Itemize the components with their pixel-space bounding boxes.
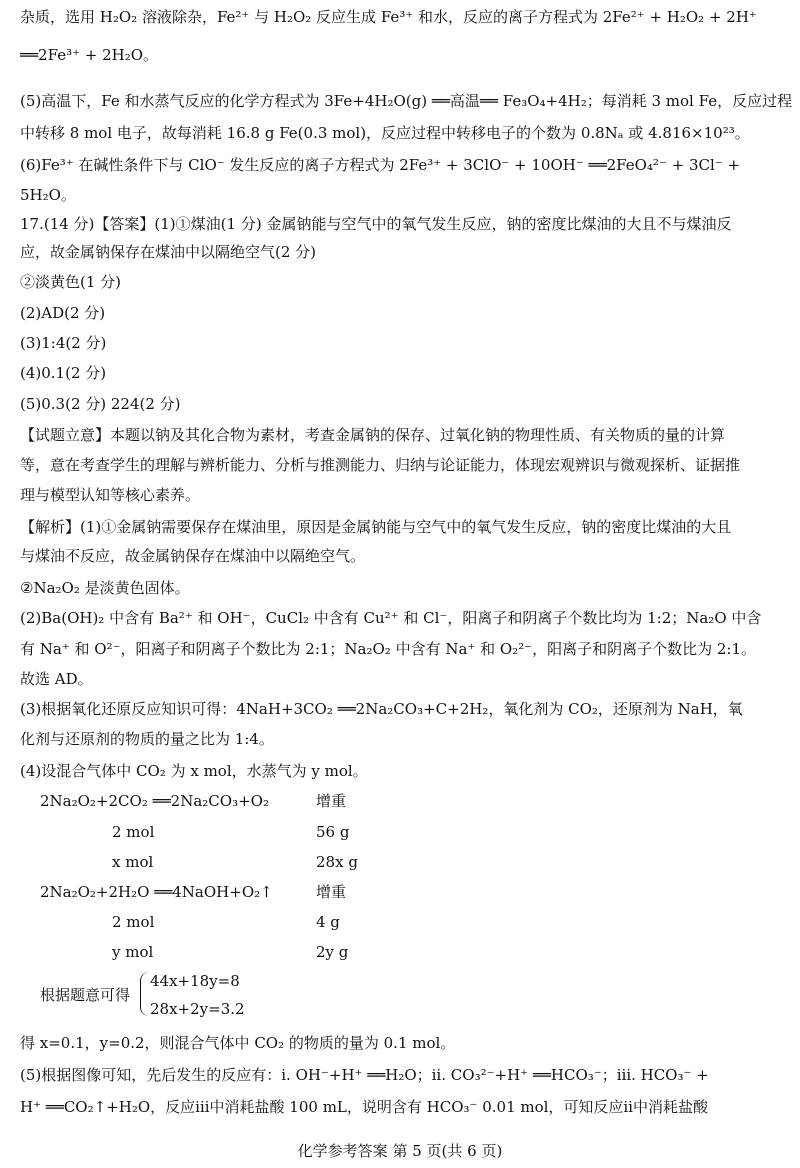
answer-item: (2)AD(2 分) xyxy=(20,304,106,322)
question-17-heading: 17.(14 分)【答案】(1)①煤油(1 分) 金属钠能与空气中的氧气发生反应，钠的密度比煤油的大且不与煤油反 xyxy=(20,215,732,233)
calc-value: x mol xyxy=(112,853,154,871)
calc-value: y mol xyxy=(112,943,154,961)
text-line: (5)高温下，Fe 和水蒸气反应的化学方程式为 3Fe+4H₂O(g) ══高温══ Fe₃O₄+4H₂；每消耗 3 mol Fe，反应过程 xyxy=(20,92,793,110)
equation-2: 2Na₂O₂+2H₂O ══4NaOH+O₂↑ xyxy=(40,883,273,901)
calc-value: 2 mol xyxy=(112,823,155,841)
page-footer: 化学参考答案 第 5 页(共 6 页) xyxy=(297,1142,503,1160)
text-line: 杂质，选用 H₂O₂ 溶液除杂，Fe²⁺ 与 H₂O₂ 反应生成 Fe³⁺ 和水，反应的离子方程式为 2Fe²⁺ + H₂O₂ + 2H⁺ xyxy=(20,8,757,26)
text-line: (6)Fe³⁺ 在碱性条件下与 ClO⁻ 发生反应的离子方程式为 2Fe³⁺ + 3ClO⁻ + 10OH⁻ ══2FeO₄²⁻ + 3Cl⁻ + xyxy=(20,156,741,174)
text-line: 得 x=0.1，y=0.2，则混合气体中 CO₂ 的物质的量为 0.1 mol。 xyxy=(20,1034,456,1052)
analysis-heading: 【解析】(1)①金属钠需要保存在煤油里，原因是金属钠能与空气中的氧气发生反应，钠的密度比煤油的大且 xyxy=(20,518,732,536)
calc-value: 2 mol xyxy=(112,913,155,931)
text-line: 应，故金属钠保存在煤油中以隔绝空气(2 分) xyxy=(20,243,317,261)
calc-value: 56 g xyxy=(316,823,350,841)
intent-heading: 【试题立意】本题以钠及其化合物为素材，考查金属钠的保存、过氧化钠的物理性质、有关物质的量的计算 xyxy=(20,426,726,444)
text-line: 与煤油不反应，故金属钠保存在煤油中以隔绝空气。 xyxy=(20,547,366,565)
text-line: 5H₂O。 xyxy=(20,186,76,204)
text-line: 理与模型认知等核心素养。 xyxy=(20,486,201,504)
text-line: 有 Na⁺ 和 O²⁻，阳离子和阴离子个数比为 2:1；Na₂O₂ 中含有 Na⁺ 和 O₂²⁻，阳离子和阴离子个数比为 2:1。 xyxy=(20,640,757,658)
answer-item: ②淡黄色(1 分) xyxy=(20,273,122,291)
text-line: (2)Ba(OH)₂ 中含有 Ba²⁺ 和 OH⁻，CuCl₂ 中含有 Cu²⁺ 和 Cl⁻，阳离子和阴离子个数比均为 1:2；Na₂O 中含 xyxy=(20,609,762,627)
text-line: 等，意在考查学生的理解与辨析能力、分析与推测能力、归纳与论证能力，体现宏观辨识与微观探析、证据推 xyxy=(20,456,741,474)
calc-value: 4 g xyxy=(316,913,340,931)
text-line: ══2Fe³⁺ + 2H₂O。 xyxy=(20,46,159,64)
calc-value: 2y g xyxy=(316,943,349,961)
text-line: ②Na₂O₂ 是淡黄色固体。 xyxy=(20,579,190,597)
answer-item: (4)0.1(2 分) xyxy=(20,364,107,382)
text-line: 故选 AD。 xyxy=(20,670,93,688)
text-line: 化剂与还原剂的物质的量之比为 1:4。 xyxy=(20,730,274,748)
mass-gain-label: 增重 xyxy=(316,792,347,810)
mass-gain-label: 增重 xyxy=(316,883,347,901)
text-line: 中转移 8 mol 电子，故每消耗 16.8 g Fe(0.3 mol)，反应过程中转移电子的个数为 0.8Nₐ 或 4.816×10²³。 xyxy=(20,124,750,142)
system-equation-1: 44x+18y=8 xyxy=(150,972,240,990)
text-line: H⁺ ══CO₂↑+H₂O，反应ⅲ中消耗盐酸 100 mL，说明含有 HCO₃⁻ 0.01 mol，可知反应ⅱ中消耗盐酸 xyxy=(20,1098,709,1116)
text-line: (4)设混合气体中 CO₂ 为 x mol，水蒸气为 y mol。 xyxy=(20,762,368,780)
equation-1: 2Na₂O₂+2CO₂ ══2Na₂CO₃+O₂ xyxy=(40,792,269,810)
text-line: (3)根据氧化还原反应知识可得：4NaH+3CO₂ ══2Na₂CO₃+C+2H₂，氧化剂为 CO₂，还原剂为 NaH，氧 xyxy=(20,700,743,718)
text-line: (5)根据图像可知，先后发生的反应有：ⅰ. OH⁻+H⁺ ══H₂O；ⅱ. CO₃²⁻+H⁺ ══HCO₃⁻；ⅲ. HCO₃⁻ + xyxy=(20,1066,709,1084)
system-equation-2: 28x+2y=3.2 xyxy=(150,1000,245,1018)
answer-item: (3)1:4(2 分) xyxy=(20,334,107,352)
calc-value: 28x g xyxy=(316,853,358,871)
equation-system-brace xyxy=(140,972,149,1016)
answer-item: (5)0.3(2 分) 224(2 分) xyxy=(20,395,181,413)
system-label: 根据题意可得 xyxy=(40,986,131,1004)
